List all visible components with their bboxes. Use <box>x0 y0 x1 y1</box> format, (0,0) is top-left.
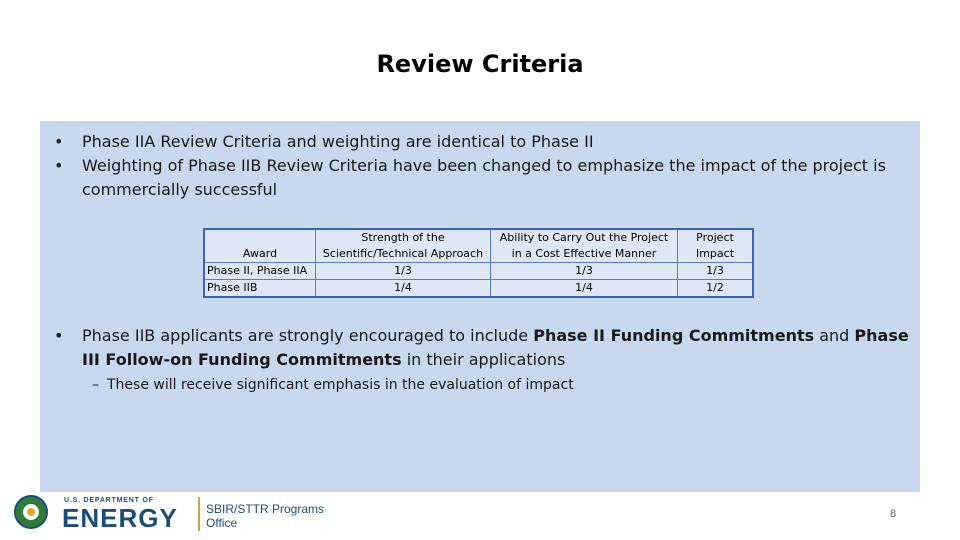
table-header-cell <box>204 229 316 263</box>
bullet-item-funding <box>54 324 914 372</box>
table-row <box>204 263 753 280</box>
bullet-bold-text: Phase III Follow-on Funding Commitments <box>82 326 909 369</box>
table-header-text: Award <box>242 247 278 260</box>
table-header-cell <box>491 229 678 263</box>
footer-divider <box>198 497 200 531</box>
program-name <box>206 502 324 530</box>
table-header-text: Ability to Carry Out the Project <box>499 231 669 244</box>
table-header-text: Project <box>696 231 734 244</box>
table-cell: 1/3 <box>678 263 754 280</box>
table-cell: 1/3 <box>316 263 491 280</box>
table-cell: 1/4 <box>316 280 491 298</box>
table-header-text: Scientific/Technical Approach <box>322 247 484 260</box>
table-header-text: Impact <box>695 247 735 260</box>
table-header-text: in a Cost Effective Manner <box>511 247 657 260</box>
table-header-cell <box>316 229 491 263</box>
bullet-list <box>54 130 914 202</box>
doe-logo <box>14 495 194 531</box>
bullet-item: • Weighting of Phase IIB Review Criteria have been changed to emphasize the impact of the project is commercially successful <box>54 154 914 202</box>
table-cell: Phase IIB <box>204 280 316 298</box>
table-header-text: Strength of the <box>361 231 445 244</box>
table-cell: Phase II, Phase IIA <box>204 263 316 280</box>
logo-energy-text: ENERGY <box>62 503 178 533</box>
doe-seal-icon <box>14 495 48 529</box>
logo-dept-text: U.S. DEPARTMENT OF <box>64 497 154 504</box>
table-header-cell <box>678 229 754 263</box>
table-cell: 1/3 <box>491 263 678 280</box>
slide-title: Review Criteria <box>376 50 584 78</box>
table-row <box>204 280 753 298</box>
dash-marker: – <box>92 377 99 393</box>
bullet-bold-text: Phase II Funding Commitments <box>533 326 815 345</box>
program-line: SBIR/STTR Programs <box>206 502 325 516</box>
sub-bullet-text: These will receive significant emphasis in the evaluation of impact <box>107 377 574 393</box>
bullet-text: Phase IIB applicants are strongly encouraged to include <box>82 326 534 345</box>
bullet-text: and <box>814 326 855 345</box>
criteria-table <box>203 228 754 298</box>
bullet-text: in their applications <box>401 350 566 369</box>
table-cell: 1/2 <box>678 280 754 298</box>
bullet-item: • Phase IIA Review Criteria and weighting are identical to Phase II <box>54 130 914 154</box>
sub-bullet <box>92 377 574 393</box>
table-cell: 1/4 <box>491 280 678 298</box>
page-number: 8 <box>890 508 897 520</box>
program-line: Office <box>206 516 238 530</box>
table-header-row <box>204 229 753 263</box>
